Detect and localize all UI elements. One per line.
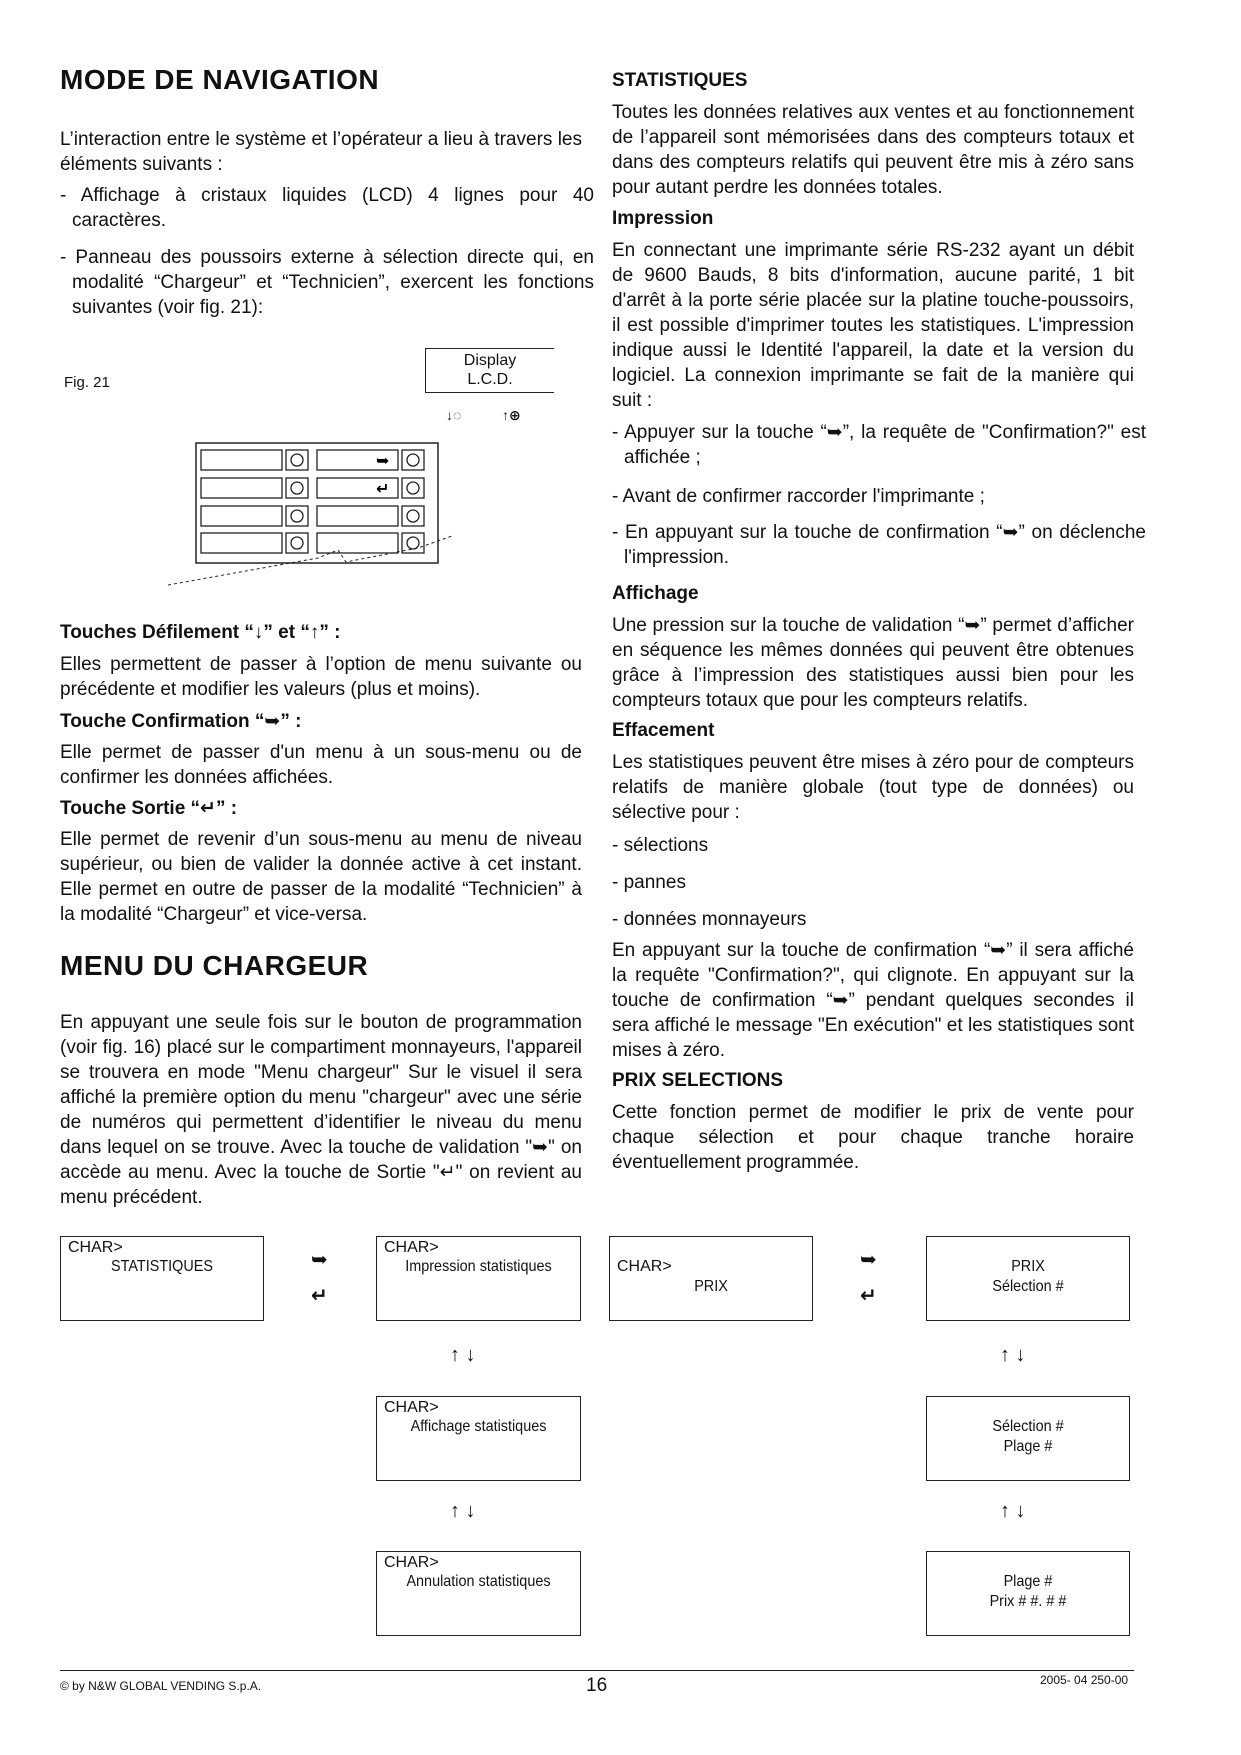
up-down-arrows-icon: ↑ ↓ [450,1344,476,1366]
up-down-arrows-icon: ↑ ↓ [450,1500,476,1522]
impression-bullet-2: - Avant de confirmer raccorder l'imprimante ; [612,486,985,507]
document-code: 2005- 04 250-00 [1040,1673,1129,1687]
effacement-bullet-1: - sélections [612,835,709,856]
flow-box-body: Annulation statistiques [406,1573,551,1590]
flow-box-affichage [376,1396,581,1481]
flow-box-selection-plage [926,1396,1130,1481]
effacement-bullet-3: - données monnayeurs [612,909,807,930]
panel-key-down-icon: ↓◌ [446,407,462,423]
flow-box-head: CHAR> [384,1554,439,1571]
impression-bullet-3: - En appuyant sur la touche de confirmation “➥” on déclenche l'impression. [612,522,1146,568]
intro-paragraph: L’interaction entre le système et l’opérateur a lieu à travers les éléments suivants : [60,129,582,175]
flow-box-line-1: Plage # [1003,1573,1053,1590]
impression-bullet-1: - Appuyer sur la touche “➥”, la requête de "Confirmation?" est affichée ; [612,422,1146,468]
impression-title: Impression [612,208,714,229]
stats-title: STATISTIQUES [612,70,748,91]
flow-box-body: Impression statistiques [405,1258,552,1275]
effacement-bullet-2: - pannes [612,872,686,893]
confirm-arrow-icon: ➥ [860,1249,877,1271]
confirm-arrow-icon: ➥ [311,1249,328,1271]
bullet-lcd: - Affichage à cristaux liquides (LCD) 4 lignes pour 40 caractères. [60,185,594,231]
effacement-text: Les statistiques peuvent être mises à zéro pour de compteurs relatifs de manière globale (tout type de données) ou sélective pour : [612,752,1134,823]
effacement-title: Effacement [612,720,715,741]
up-down-arrows-icon: ↑ ↓ [1000,1500,1026,1522]
flow-box-prix [609,1236,813,1321]
section-title-navigation: MODE DE NAVIGATION [60,64,380,95]
keys-scroll-text: Elles permettent de passer à l’option de menu suivante ou précédente et modifier les valeurs (plus et moins). [60,654,582,700]
keys-scroll-title: Touches Défilement “↓” et “↑” : [60,622,341,643]
key-exit-title: Touche Sortie “↵” : [60,798,238,819]
lcd-line-2: L.C.D. [467,371,513,388]
impression-text: En connectant une imprimante série RS-232 ayant un débit de 9600 Bauds, 8 bits d'information, aucune parité, 1 bit d'arrêt à la porte série placée sur la platine touche-poussoirs, il est possible d'imprimer toutes les statistiques. L'impression indique aussi le Identité l'appareil, la date et la version du logiciel. La connexion imprimante se fait de la manière qui suit : [612,240,1134,411]
panel-key-up-icon: ↑⊕ [502,407,521,423]
svg-text:➥: ➥ [376,451,390,470]
exit-arrow-icon: ↵ [311,1285,328,1307]
figure-label: Fig. 21 [64,374,110,391]
bullet-panel: - Panneau des poussoirs externe à sélection directe qui, en modalité “Chargeur” et “Technicien”, exercent les fonctions suivantes (voir fig. 21): [60,247,594,318]
flow-box-head: CHAR> [68,1239,123,1256]
lcd-display-box [425,348,554,393]
key-confirm-title: Touche Confirmation “➥” : [60,711,302,732]
flow-box-annulation [376,1551,581,1636]
footer-copyright: © by N&W GLOBAL VENDING S.p.A. [60,1679,262,1693]
prix-title: PRIX SELECTIONS [612,1070,784,1091]
flow-box-line-1: PRIX [1011,1258,1045,1275]
svg-text:↵: ↵ [376,479,390,498]
prix-text: Cette fonction permet de modifier le prix de vente pour chaque sélection et pour chaque tranche horaire éventuellement programmée. [612,1102,1134,1173]
flow-box-head: CHAR> [617,1258,672,1275]
flow-box-body: Affichage statistiques [410,1418,547,1435]
effacement-text-2: En appuyant sur la touche de confirmation “➥” il sera affiché la requête "Confirmation?", qui clignote. En appuyant sur la touche de confirmation “➥” pendant quelques secondes il sera affiché le message "En exécution" et les statistiques sont mises à zéro. [612,940,1134,1061]
flow-box-line-2: Plage # [1003,1438,1053,1455]
key-exit-text: Elle permet de revenir d’un sous-menu au menu de niveau supérieur, ou bien de valider la donnée active à cet instant. Elle permet en outre de passer de la modalité “Technicien” à la modalité “Chargeur” et vice-versa. [60,829,582,925]
flow-box-line-1: Sélection # [992,1418,1064,1435]
footer-rule [60,1670,1134,1671]
up-down-arrows-icon: ↑ ↓ [1000,1344,1026,1366]
flow-box-head: CHAR> [384,1239,439,1256]
flow-box-body: PRIX [694,1278,728,1295]
flow-box-prix-selection [926,1236,1130,1321]
flow-box-statistiques [60,1236,264,1321]
affichage-title: Affichage [612,583,699,604]
flow-box-head: CHAR> [384,1399,439,1416]
flow-box-line-2: Sélection # [992,1278,1064,1295]
exit-arrow-icon: ↵ [860,1285,877,1307]
flow-box-plage-prix [926,1551,1130,1636]
button-panel-drawing [168,440,458,590]
flow-box-impression [376,1236,581,1321]
lcd-line-1: Display [463,352,517,369]
page-number: 16 [586,1675,608,1696]
key-confirm-text: Elle permet de passer d'un menu à un sous-menu ou de confirmer les données affichées. [60,742,582,788]
flow-box-body: STATISTIQUES [111,1258,213,1275]
menu-paragraph: En appuyant une seule fois sur le bouton de programmation (voir fig. 16) placé sur le compartiment monnayeurs, l'appareil se trouvera en mode "Menu chargeur" Sur le visuel il sera affiché la première option du menu "chargeur" avec une série de numéros qui permettent d’identifier le niveau du menu dans lequel on se trouve. Avec la touche de validation "➥" on accède au menu. Avec la touche de Sortie "↵" on revient au menu précédent. [60,1012,582,1208]
affichage-text: Une pression sur la touche de validation “➥” permet d’afficher en séquence les mêmes données qui peuvent être obtenues grâce à l’impression des statistiques aussi bien pour les compteurs totaux que pour les compteurs relatifs. [612,615,1134,711]
section-title-menu: MENU DU CHARGEUR [60,950,369,981]
stats-text: Toutes les données relatives aux ventes et au fonctionnement de l’appareil sont mémorisées dans des compteurs totaux et dans des compteurs relatifs qui peuvent être mis à zéro sans pour autant perdre les données totales. [612,102,1134,198]
flow-box-line-2: Prix # #. # # [989,1593,1067,1610]
